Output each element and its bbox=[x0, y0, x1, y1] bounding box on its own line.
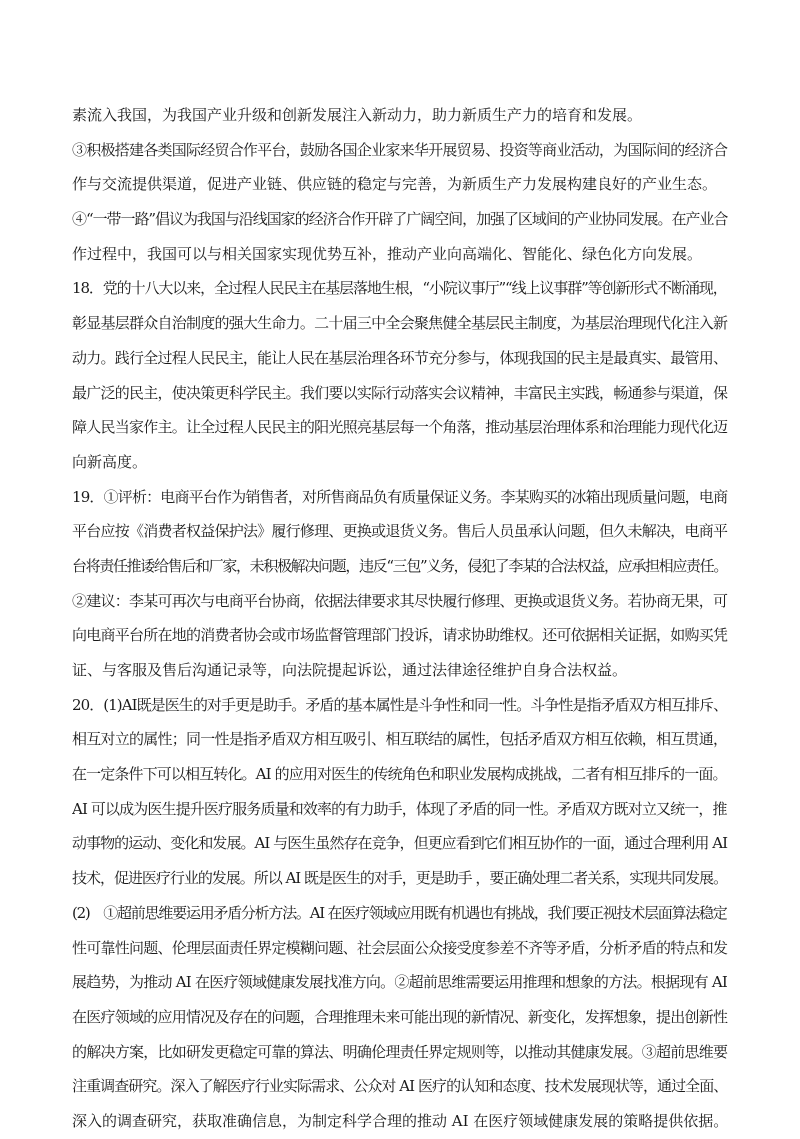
text-line: 相互对立的属性；同一性是指矛盾双方相互吸引、相互联结的属性，包括矛盾双方相互依赖，相互贯通， bbox=[72, 730, 728, 749]
document-body bbox=[72, 98, 732, 1139]
text-line: 台将责任推诿给售后和厂家，未积极解决问题，违反“三包”义务，侵犯了李某的合法权益，应承担相应责任。 bbox=[72, 556, 728, 575]
text-line: 作与交流提供渠道，促进产业链、供应链的稳定与完善，为新质生产力发展构建良好的产业生态。 bbox=[72, 175, 718, 194]
text-line: 动事物的运动、变化和发展。AI 与医生虽然存在竞争，但更应看到它们相互协作的一面，通过合理利用 AI bbox=[72, 834, 728, 853]
text-line: AI 可以成为医生提升医疗服务质量和效率的有力助手，体现了矛盾的同一性。矛盾双方既对立又统一，推 bbox=[72, 799, 727, 818]
text-line: 18．党的十八大以来，全过程人民民主在基层落地生根，“小院议事厅”“线上议事群”等创新形式不断涌现， bbox=[72, 279, 727, 298]
text-line: 注重调查研究。深入了解医疗行业实际需求、公众对 AI 医疗的认知和态度、技术发展现状等，通过全面、 bbox=[72, 1077, 728, 1096]
text-line: 20．(1)AI既是医生的对手更是助手。矛盾的基本属性是斗争性和同一性。斗争性是指矛盾双方相互排斥、 bbox=[72, 695, 728, 714]
text-line: 平台应按《消费者权益保护法》履行修理、更换或退货义务。售后人员虽承认问题，但久未解决，电商平 bbox=[72, 522, 728, 541]
text-line: 素流入我国，为我国产业升级和创新发展注入新动力，助力新质生产力的培育和发展。 bbox=[72, 106, 643, 124]
text-line: 向电商平台所在地的消费者协会或市场监督管理部门投诉，请求协助维权。还可依据相关证据，如购买凭 bbox=[72, 626, 728, 645]
text-line: 在一定条件下可以相互转化。AI 的应用对医生的传统角色和职业发展构成挑战，二者有相互排斥的一面。 bbox=[72, 765, 727, 784]
text-line: 展趋势，为推动 AI 在医疗领域健康发展找准方向。②超前思维需要运用推理和想象的方法。根据现有 AI bbox=[72, 973, 728, 992]
text-line: 深入的调查研究，获取准确信息，为制定科学合理的推动 AI 在医疗领域健康发展的策略提供依据。 bbox=[72, 1111, 729, 1130]
text-line: 性可靠性问题、伦理层面责任界定模糊问题、社会层面公众接受度参差不齐等矛盾，分析矛盾的特点和发 bbox=[72, 938, 728, 957]
text-line: 技术，促进医疗行业的发展。所以 AI 既是医生的对手，更是助手 ，要正确处理二者关系，实现共同发展。 bbox=[72, 869, 728, 888]
text-line: 最广泛的民主，使决策更科学民主。我们要以实际行动落实会议精神，丰富民主实践，畅通参与渠道，保 bbox=[72, 383, 728, 402]
text-line: (2) ①超前思维要运用矛盾分析方法。AI 在医疗领域应用既有机遇也有挑战，我们要正视技术层面算法稳定 bbox=[72, 903, 727, 922]
text-line: 的解决方案，比如研发更稳定可靠的算法、明确伦理责任界定规则等，以推动其健康发展。③超前思维要 bbox=[72, 1042, 728, 1061]
text-line: ②建议：李某可再次与电商平台协商，依据法律要求其尽快履行修理、更换或退货义务。若协商无果，可 bbox=[72, 591, 728, 610]
text-line: 动力。践行全过程人民民主，能让人民在基层治理各环节充分参与，体现我国的民主是最真实、最管用、 bbox=[72, 348, 728, 367]
text-line: 作过程中，我国可以与相关国家实现优势互补，推动产业向高端化、智能化、绿色化方向发展。 bbox=[72, 244, 703, 263]
text-line: 在医疗领域的应用情况及存在的问题，合理推理未来可能出现的新情况、新变化，发挥想象，提出创新性 bbox=[72, 1007, 728, 1026]
text-line: ④“一带一路”倡议为我国与沿线国家的经济合作开辟了广阔空间，加强了区域间的产业协同发展。在产业合 bbox=[72, 210, 728, 229]
text-line: ③积极搭建各类国际经贸合作平台，鼓励各国企业家来华开展贸易、投资等商业活动，为国际间的经济合 bbox=[72, 140, 728, 159]
text-line: 证、与客服及售后沟通记录等，向法院提起诉讼，通过法律途径维护自身合法权益。 bbox=[72, 661, 628, 679]
text-line: 彰显基层群众自治制度的强大生命力。二十届三中全会聚焦健全基层民主制度，为基层治理现代化注入新 bbox=[72, 314, 728, 333]
text-line: 19．①评析：电商平台作为销售者，对所售商品负有质量保证义务。李某购买的冰箱出现质量问题，电商 bbox=[72, 487, 728, 506]
text-line: 障人民当家作主。让全过程人民民主的阳光照亮基层每一个角落，推动基层治理体系和治理能力现代化迈 bbox=[72, 418, 728, 437]
text-line: 向新高度。 bbox=[72, 452, 148, 471]
